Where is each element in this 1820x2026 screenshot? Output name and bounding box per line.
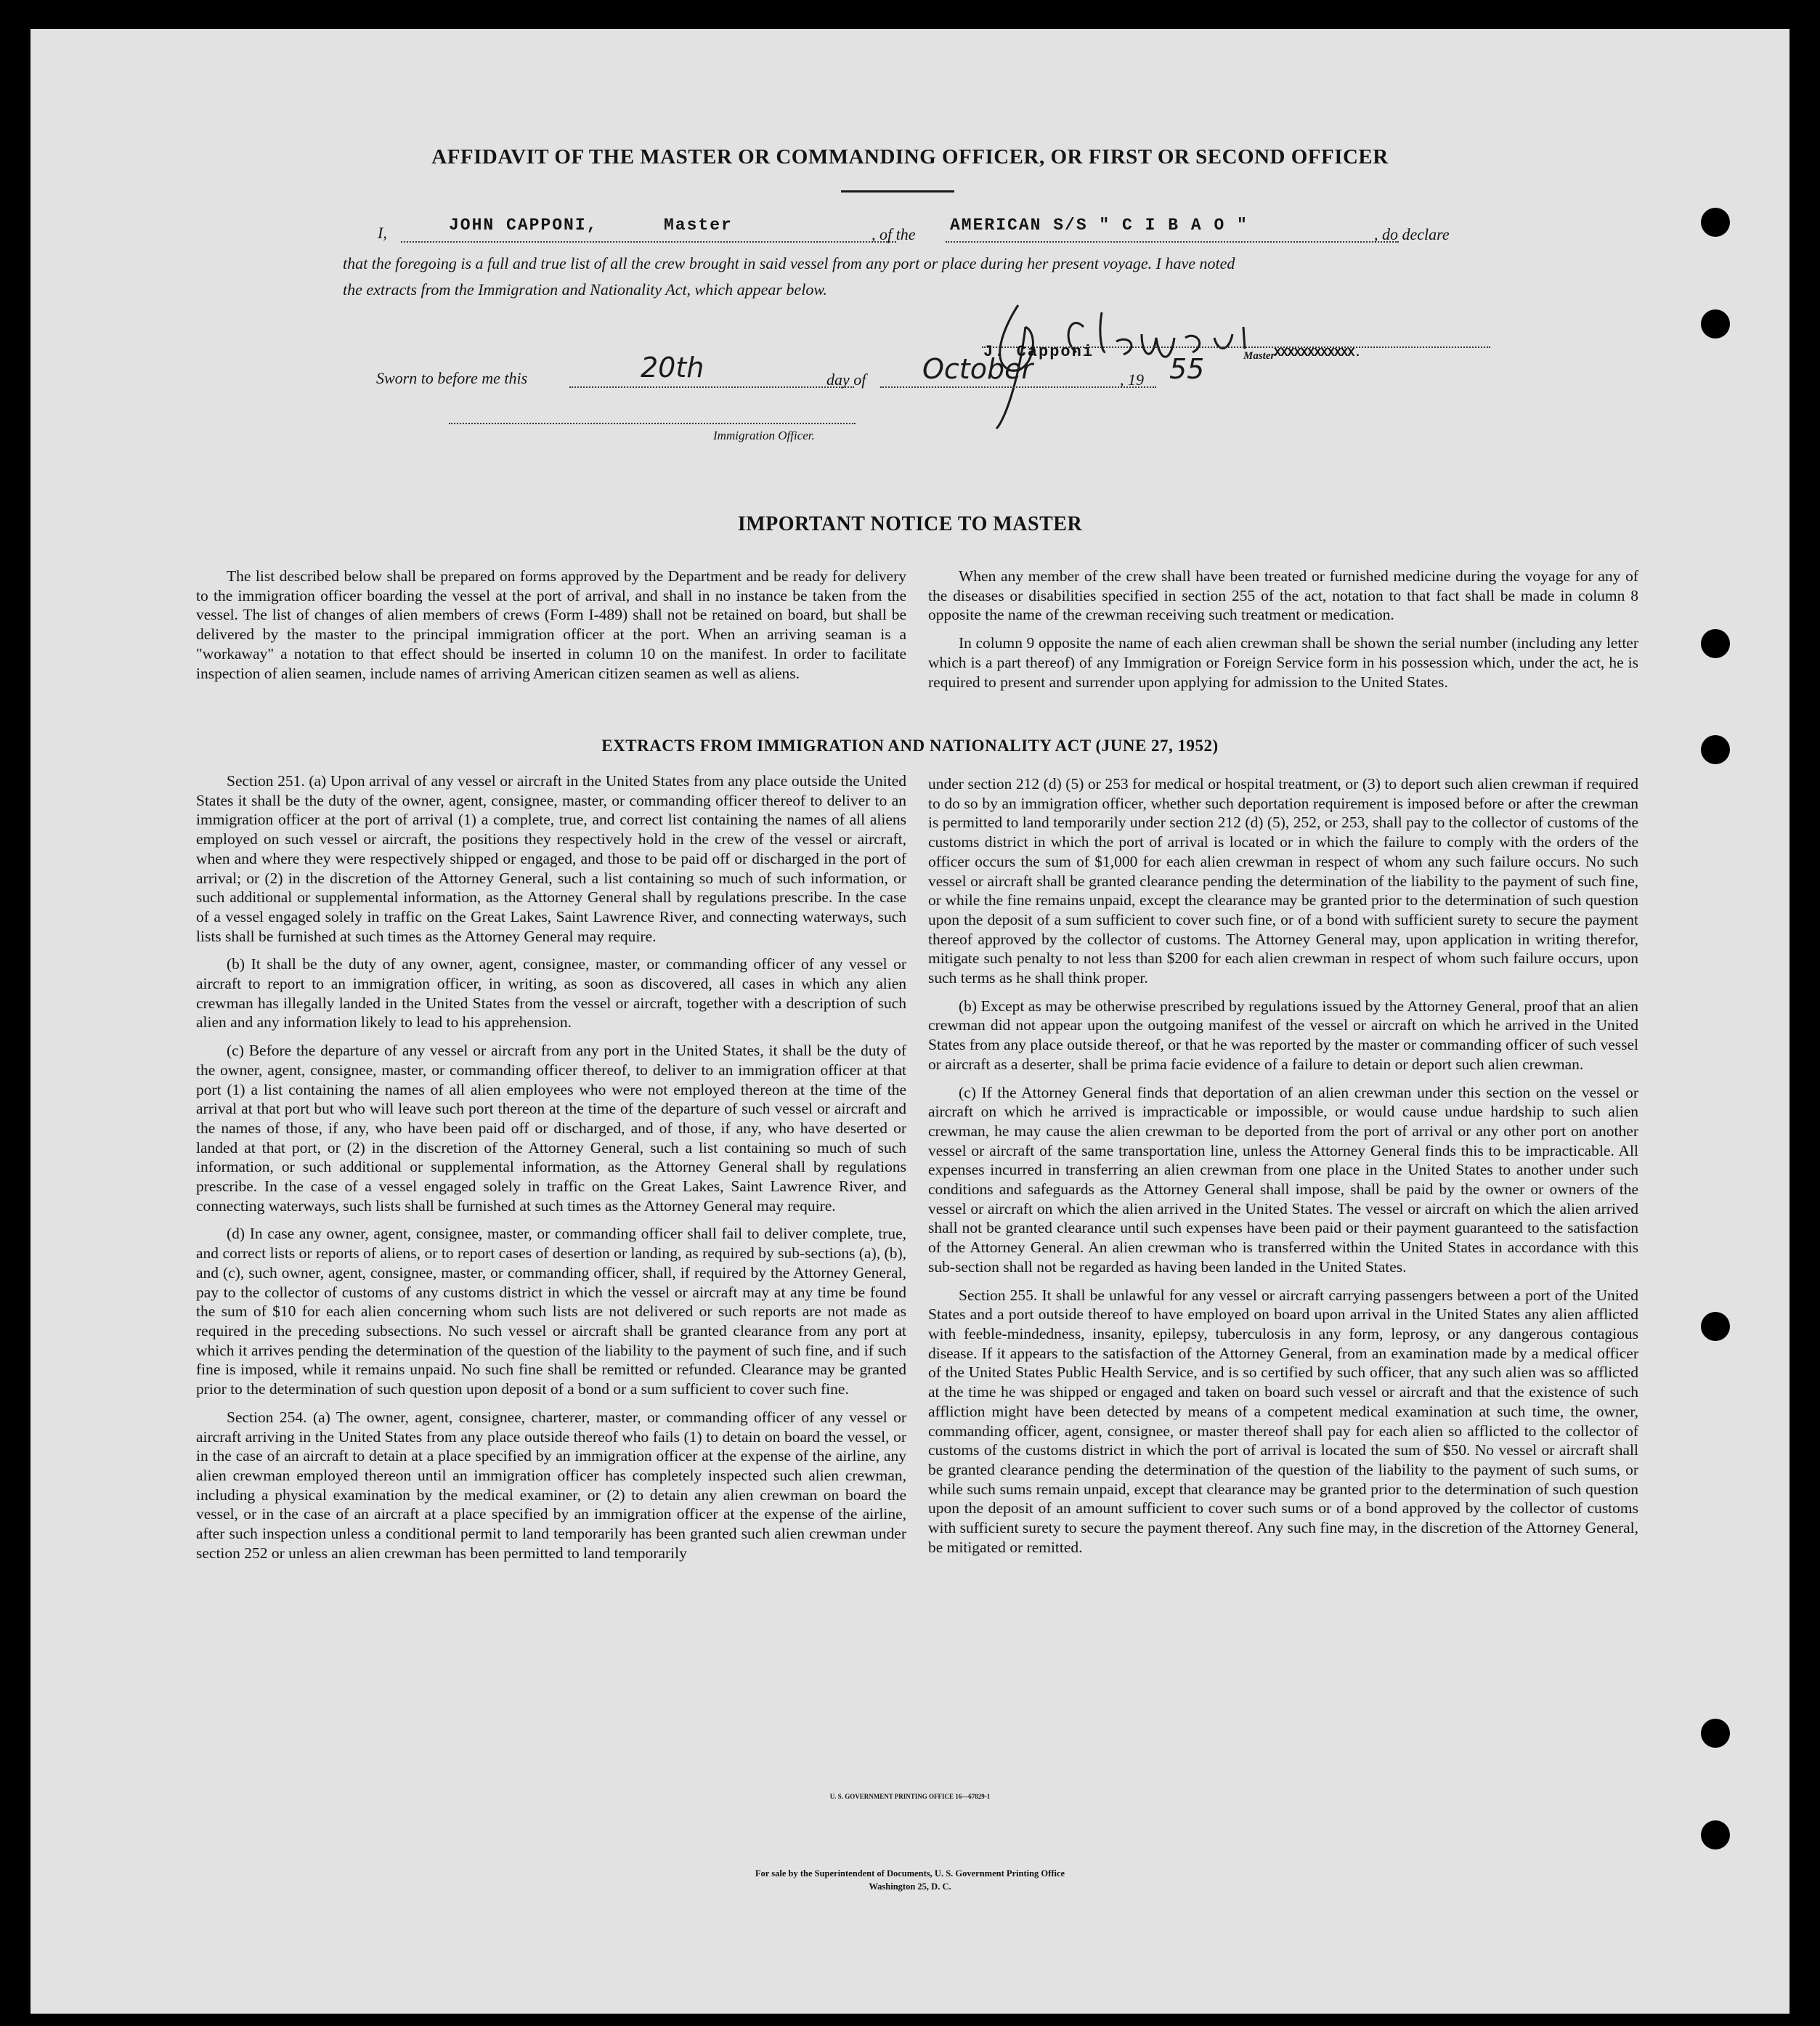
- notice-left-paragraph: The list described below shall be prepared on forms approved by the Department and be ready for delivery to the immigration officer boarding the vessel at the port of arrival, and shall in no instance be taken from the vessel. The list of changes of alien members of crews (Form I-489) shall not be retained on board, but shall be delivered by the master to the principal immigration officer at the port. When an arriving seaman is a "workaway" a notation to that effect should be inserted in column 10 on the manifest. In order to facilitate inspection of alien seamen, include names of arriving American citizen seamen as well as aliens.: [196, 567, 906, 682]
- officer-label: Immigration Officer.: [713, 429, 815, 442]
- sworn-day: 20th: [641, 352, 704, 384]
- struck-rank-text: XXXXXXXXXXXX.: [1274, 347, 1361, 360]
- vessel-line: [946, 241, 1399, 243]
- declaration-line-2: that the foregoing is a full and true list of all the crew brought in said vessel from any port or place during her present voyage. I have noted: [343, 254, 1235, 272]
- year-prefix: , 19: [1120, 370, 1144, 389]
- section-254-a-cont: under section 212 (d) (5) or 253 for medical or hospital treatment, or (3) to deport such alien crewman if required to do so by an immigration officer, whether such deportation requirement is imposed before or after the crewman is permitted to land temporarily under section 212 (d) (5), 252, or 253, shall pay to the collector of customs of the customs district in which the port of arrival is located or in which the failure to comply with the orders of the officer occurs the sum of $1,000 for each alien crewman in respect of whom any such failure occurs. No such vessel or aircraft shall be granted clearance pending the determination of the liability to the payment of such fine, or while the fine remains unpaid, except the clearance may be granted prior to the determination of such question upon the deposit of a sum sufficient to cover such fine, or of a bond with sufficient surety to secure the payment thereof approved by the collector of customs. The Attorney General may, upon application in writing therefor, mitigate such penalty to not less than $200 for each alien crewman in respect of whom such failure occurs, upon such terms as he shall think proper.: [928, 775, 1638, 987]
- section-254-c: (c) If the Attorney General finds that deportation of an alien crewman under this section on the vessel or aircraft on which he arrived is impracticable or impossible, or would cause undue hardship to such alien crewman, he may cause the alien crewman to be deported from the port of arrival or any other port on another vessel or aircraft of the same transportation line, unless the Attorney General finds this to be impracticable. All expenses incurred in transferring an alien crewman from one place in the United States to another under such conditions and safeguards as the Attorney General shall impose, shall be paid by the owner or owners of the vessel or aircraft on which the alien arrived in the United States. The vessel or aircraft on which the alien arrived shall not be granted clearance until such expenses have been paid or their payment guaranteed to the satisfaction of the Attorney General. An alien crewman who is transferred within the United States in accordance with this sub-section shall not be regarded as having been landed in the United States.: [928, 1083, 1638, 1276]
- officer-line: [449, 423, 856, 424]
- punch-hole: [1701, 208, 1730, 237]
- section-255: Section 255. It shall be unlawful for any vessel or aircraft carrying passengers between a port of the United States and a port outside thereof to have employed on board upon arrival in the United States any alien afflicted with feeble-mindedness, insanity, epilepsy, tuberculosis in any form, leprosy, or any dangerous contagious disease. If it appears to the satisfaction of the Attorney General, from an examination made by a medical officer of the United States Public Health Service, and is so certified by such officer, that any such alien was so afflicted at the time he was shipped or engaged and taken on board such vessel or aircraft and that the existence of such affliction might have been detected by means of a competent medical examination at such time, the owner, commanding officer, agent, consignee, or master thereof shall pay for each alien so afflicted to the collector of customs of the customs district in which the port of arrival is located the sum of $50. No vessel or aircraft shall be granted clearance pending the determination of the question of the liability to the payment of such sums, or while such sums remain unpaid, except that clearance may be granted prior to the determination of such question upon the deposit of an amount sufficient to cover such sums or of a bond approved by the collector of customs with sufficient surety to secure the payment thereof. Any such fine may, in the discretion of the Attorney General, be mitigated or remitted.: [928, 1286, 1638, 1556]
- printing-office-line: U. S. GOVERNMENT PRINTING OFFICE 16—67829-1: [829, 1793, 991, 1800]
- sworn-year: 55: [1169, 353, 1205, 385]
- typed-signer: J. Capponi: [983, 343, 1094, 361]
- sale-line-2: Washington 25, D. C.: [869, 1881, 951, 1892]
- sworn-month-line: [880, 386, 1156, 388]
- vessel-name: AMERICAN S/S " C I B A O ": [950, 216, 1248, 235]
- title-rule: [841, 190, 954, 193]
- notice-right-paragraph-1: When any member of the crew shall have been treated or furnished medicine during the voyage for any of the diseases or disabilities specified in section 255 of the act, notation to that fact shall be made in column 8 opposite the name of the crewman receiving such treatment or medication.: [928, 567, 1638, 624]
- punch-hole: [1701, 735, 1730, 764]
- i-label: I,: [378, 224, 387, 242]
- section-251-a: Section 251. (a) Upon arrival of any vessel or aircraft in the United States from any place outside the United States it shall be the duty of the owner, agent, consignee, master, or commanding officer thereof to deliver to an immigration officer at the port of arrival (1) a complete, true, and correct list containing the names of all aliens employed on such vessel or aircraft, the positions they respectively hold in the crew of the vessel or aircraft, when and where they were respectively shipped or engaged, and those to be paid off or discharged in the port of arrival; or (2) in the discretion of the Attorney General, such a list containing so much of such information, or such additional or supplemental information, as the Attorney General shall by regulations prescribe. In the case of a vessel engaged solely in traffic on the Great Lakes, Saint Lawrence River, and connecting waterways, such lists shall be furnished at such times as the Attorney General may require.: [196, 772, 906, 945]
- master-rank: Master: [664, 216, 733, 235]
- sworn-label: Sworn to before me this: [376, 369, 528, 387]
- notice-right-column: [928, 567, 1638, 700]
- sworn-day-line: [569, 386, 854, 388]
- section-254-b: (b) Except as may be otherwise prescribed by regulations issued by the Attorney General, proof that an alien crewman did not appear upon the outgoing manifest of the vessel or aircraft on which he arrived in the United States from any place outside thereof, or that he was reported by the master or commanding officer of such vessel or aircraft as a deserter, shall be prima facie evidence of a failure to detain or deport such alien crewman.: [928, 997, 1638, 1073]
- day-of-label: day of: [826, 370, 866, 389]
- punch-hole: [1701, 1312, 1730, 1341]
- of-the-label: , of the: [872, 225, 916, 243]
- master-name: JOHN CAPPONI,: [449, 216, 598, 235]
- section-251-b: (b) It shall be the duty of any owner, agent, consignee, master, or commanding officer of any vessel or aircraft to report to an immigration officer, in writing, as soon as discovered, all cases in which any alien crewman has illegally landed in the United States from the vessel or aircraft, together with a description of such alien and any information likely to lead to his apprehension.: [196, 955, 906, 1032]
- name-line: [401, 241, 896, 243]
- declare-label: , do declare: [1374, 225, 1450, 243]
- punch-hole: [1701, 309, 1730, 339]
- punch-hole: [1701, 1719, 1730, 1748]
- affidavit-title: AFFIDAVIT OF THE MASTER OR COMMANDING OFFICER, OR FIRST OR SECOND OFFICER: [431, 145, 1389, 169]
- section-251-c: (c) Before the departure of any vessel or aircraft from any port in the United States, it shall be the duty of the owner, agent, consignee, master, or commanding officer thereof, to deliver to an immigration officer at that port (1) a list containing the names of all alien employees who were not employed thereon at the time of the arrival at that port but who will leave such port thereon at the time of the departure of such vessel or aircraft and the names of those, if any, who have been paid off or discharged, and of those, if any, who have deserted or landed at that port, or (2) in the discretion of the Attorney General, such a list containing so much of such information, or such additional or supplemental information, as the Attorney General shall by regulations prescribe. In the case of a vessel engaged solely in traffic on the Great Lakes, Saint Lawrence River, and connecting waterways, such lists shall be furnished at such times as the Attorney General may require.: [196, 1042, 906, 1215]
- declaration-line-3: the extracts from the Immigration and Nationality Act, which appear below.: [343, 280, 827, 299]
- master-label: Master: [1243, 350, 1275, 362]
- section-254-a: Section 254. (a) The owner, agent, consignee, charterer, master, or commanding officer of any vessel or aircraft arriving in the United States from any place outside thereof who fails (1) to detain on board the vessel, or in the case of an aircraft to detain at a place specified by an immigration officer at the expense of the airline, any alien crewman employed thereon until an immigration officer has completely inspected such alien crewman, including a physical examination by the medical examiner, or (2) to detain any alien crewman on board the vessel, or in the case of an aircraft at a place specified by an immigration officer at the expense of the airline, after such inspection unless a conditional permit to land temporarily has been granted such alien crewman under section 252 or unless an alien crewman has been permitted to land temporarily: [196, 1408, 906, 1562]
- notice-title: IMPORTANT NOTICE TO MASTER: [737, 513, 1083, 535]
- document-page: [31, 29, 1789, 2014]
- punch-hole: [1701, 1820, 1730, 1849]
- extracts-left-column: [196, 771, 906, 1571]
- section-251-d: (d) In case any owner, agent, consignee, master, or commanding officer shall fail to deliver complete, true, and correct lists or reports of aliens, or to report cases of desertion or landing, as required by sub-sections (a), (b), and (c), such owner, agent, consignee, master, or commanding officer, shall, if required by the Attorney General, pay to the collector of customs of any customs district in which the vessel or aircraft may at any time be found the sum of $10 for each alien concerning whom such lists are not delivered or such reports are not made as required in the preceding subsections. No such vessel or aircraft shall be granted clearance from any port at which it arrives pending the determination of the question of the liability to the payment of such fine, and if such fine is imposed, while it remains unpaid. No such fine shall be remitted or refunded. Clearance may be granted prior to the determination of such question upon deposit of a bond or a sum sufficient to cover such fine.: [196, 1225, 906, 1398]
- notice-right-paragraph-2: In column 9 opposite the name of each alien crewman shall be shown the serial number (including any letter which is a part thereof) of any Immigration or Foreign Service form in his possession which, under the act, he is required to present and surrender upon applying for admission to the United States.: [928, 634, 1638, 691]
- extracts-right-column: [928, 774, 1638, 1565]
- sworn-month: October: [922, 353, 1033, 385]
- punch-hole: [1701, 629, 1730, 658]
- sale-line-1: For sale by the Superintendent of Documents, U. S. Government Printing Office: [755, 1868, 1065, 1879]
- notice-left-column: [196, 567, 906, 692]
- extracts-title: EXTRACTS FROM IMMIGRATION AND NATIONALITY ACT (JUNE 27, 1952): [601, 737, 1219, 755]
